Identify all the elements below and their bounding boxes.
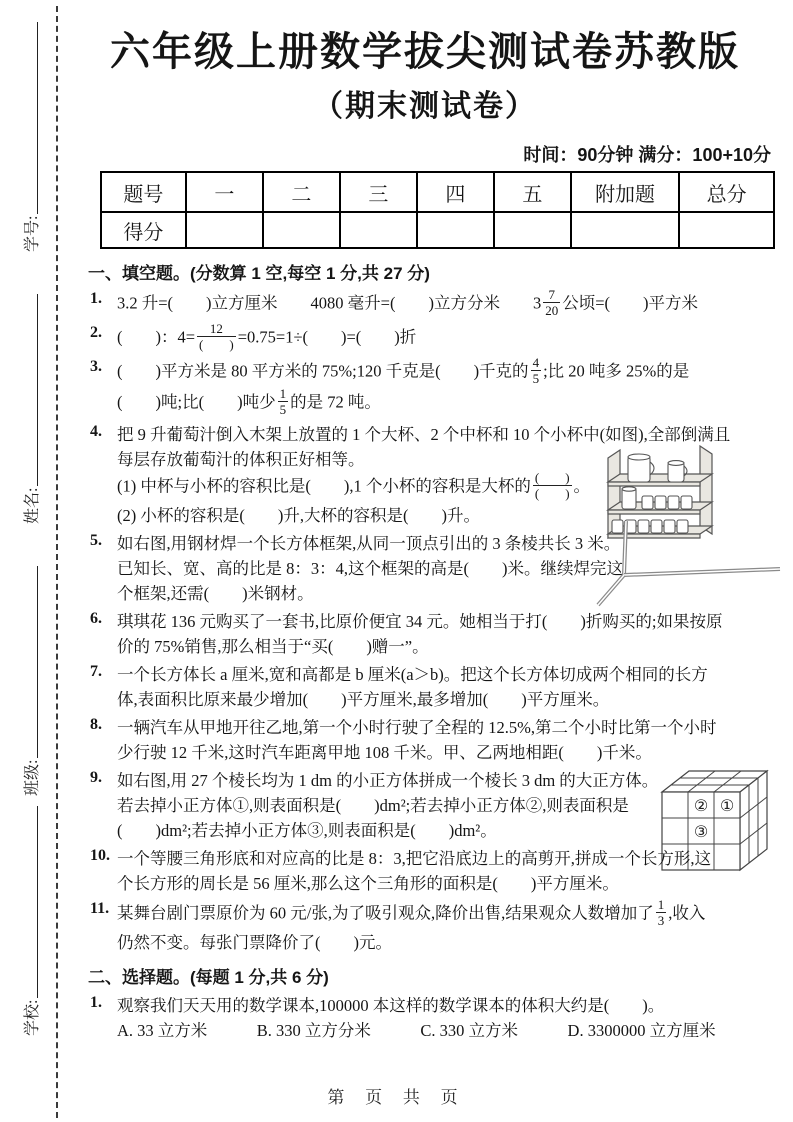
score-blank-cell <box>263 212 340 248</box>
question <box>90 357 775 419</box>
question <box>90 899 775 955</box>
question-line: 个框架,还需( )米钢材。 <box>117 584 314 603</box>
main-content <box>75 0 775 1046</box>
question-line: 某舞台剧门票原价为 60 元/张,为了吸引观众,降价出售,结果观众人数增加了 $\frac{1}{3}$ ,收入 <box>117 897 706 928</box>
question-line: 价的 75%销售,那么相当于“买( )赠一”。 <box>117 637 429 656</box>
score-blank-cell <box>571 212 679 248</box>
question-line: (1) 中杯与小杯的容积比是( ),1 个小杯的容积是大杯的 $\frac{( )}{( )}$ 。 <box>117 470 591 501</box>
question-line: 一辆汽车从甲地开往乙地,第一个小时行驶了全程的 12.5%,第二个小时比第一个小时 <box>117 718 717 737</box>
fraction: $\frac{12}{( )}$ <box>199 321 234 352</box>
student-name-blank-line <box>23 294 38 486</box>
question-number: 10. <box>90 847 110 864</box>
page-footer: 第 页 共 页 <box>327 1088 466 1107</box>
question-number: 1. <box>90 290 102 307</box>
question-line: 琪琪花 136 元购买了一套书,比原价便宜 34 元。她相当于打( )折购买的;如果按原 <box>117 612 723 631</box>
question-line: 个长方形的周长是 56 厘米,那么这个三角形的面积是( )平方厘米。 <box>117 874 619 893</box>
score-header-cell: 二 <box>263 172 340 212</box>
page-title: 六年级上册数学拔尖测试卷苏教版 <box>110 30 740 74</box>
fraction: $\frac{( )}{( )}$ <box>534 470 570 501</box>
question-line: 3.2 升=( )立方厘米 4080 毫升=( )立方分米 3 $\frac{7}{20}$ 公顷=( )平方米 <box>117 287 699 318</box>
school-blank-line <box>23 806 38 998</box>
question-line: 每层存放葡萄汁的体积正好相等。 <box>117 450 365 469</box>
score-blank-cell <box>340 212 417 248</box>
question <box>90 662 775 712</box>
section-heading: 一、填空题。(分数算 1 空,每空 1 分,共 27 分) <box>88 264 430 283</box>
question-number: 1. <box>90 994 102 1011</box>
score-table <box>100 171 775 249</box>
question-sections <box>88 259 775 1043</box>
question-line: 已知长、宽、高的比是 8：3：4,这个框架的高是( )米。继续焊完这 <box>117 559 623 578</box>
score-blank-cell <box>679 212 774 248</box>
class-label: 班级: <box>23 759 41 796</box>
question <box>90 609 775 659</box>
score-blank-cell <box>494 212 571 248</box>
score-row-label: 得分 <box>101 212 186 248</box>
question-line: ( )：4= $\frac{12}{( )}$ =0.75=1÷( )=( )折 <box>117 321 417 352</box>
question-number: 2. <box>90 324 102 341</box>
question-number: 9. <box>90 769 102 786</box>
question <box>90 323 775 354</box>
class-field <box>12 566 48 796</box>
question-line: 一个长方体长 a 厘米,宽和高都是 b 厘米(a＞b)。把这个长方体切成两个相同的长方 <box>117 665 708 684</box>
question <box>90 289 775 320</box>
student-name-label: 姓名: <box>23 487 41 524</box>
score-header-cell: 总分 <box>679 172 774 212</box>
question-line: 仍然不变。每张门票降价了( )元。 <box>117 933 392 952</box>
binding-dashed-line <box>56 6 58 1118</box>
score-blank-cell <box>417 212 494 248</box>
question-line: 若去掉小正方体①,则表面积是( )dm²;若去掉小正方体②,则表面积是 <box>117 796 629 815</box>
cube-label-1: ① <box>719 796 735 815</box>
question <box>90 715 775 765</box>
section-heading: 二、选择题。(每题 1 分,共 6 分) <box>88 968 329 987</box>
score-header-cell: 题号 <box>101 172 186 212</box>
score-header-cell: 四 <box>417 172 494 212</box>
time-score-info: 时间：90分钟 满分：100+10分 <box>523 145 771 165</box>
question-line: 如右图,用钢材焊一个长方体框架,从同一顶点引出的 3 条棱共长 3 米。 <box>117 534 621 553</box>
question-line: A. 33 立方米 B. 330 立方分米 C. 330 立方米 D. 3300000 立方厘米 <box>117 1021 716 1040</box>
school-label: 学校: <box>23 999 41 1036</box>
question-line: ( )平方米是 80 平方米的 75%;120 千克是( )千克的 $\frac{4}{5}$ ;比 20 吨多 25%的是 <box>117 355 690 386</box>
score-header-cell: 三 <box>340 172 417 212</box>
question-number: 4. <box>90 423 102 440</box>
fraction: $\frac{1}{5}$ <box>279 386 287 417</box>
question-number: 7. <box>90 663 102 680</box>
fraction: $\frac{4}{5}$ <box>532 355 540 386</box>
cube-label-3: ③ <box>693 822 709 841</box>
question <box>90 846 775 896</box>
question-number: 11. <box>90 900 110 917</box>
cube-label-2: ② <box>693 796 709 815</box>
student-id-blank-line <box>23 22 38 214</box>
score-table-score-row <box>101 212 774 248</box>
frame-edges-figure <box>590 511 785 611</box>
page-subtitle: （期末测试卷） <box>313 90 537 123</box>
student-id-field <box>12 22 48 252</box>
question-line: 体,表面积比原来最少增加( )平方厘米,最多增加( )平方厘米。 <box>117 690 610 709</box>
score-header-cell: 一 <box>186 172 263 212</box>
question-number: 8. <box>90 716 102 733</box>
score-header-cell: 附加题 <box>571 172 679 212</box>
question <box>90 531 775 606</box>
student-name-field <box>12 294 48 524</box>
class-blank-line <box>23 566 38 758</box>
question-line: 一个等腰三角形底和对应高的比是 8：3,把它沿底边上的高剪开,拼成一个长方形,这 <box>117 849 711 868</box>
question <box>90 768 775 843</box>
question-line: 少行驶 12 千米,这时汽车距离甲地 108 千米。甲、乙两地相距( )千米。 <box>117 743 652 762</box>
question-number: 5. <box>90 532 102 549</box>
student-id-label: 学号: <box>23 215 41 252</box>
score-table-header-row <box>101 172 774 212</box>
fraction: $\frac{1}{3}$ <box>657 897 665 928</box>
score-header-cell: 五 <box>494 172 571 212</box>
question-line: 把 9 升葡萄汁倒入木架上放置的 1 个大杯、2 个中杯和 10 个小杯中(如图),全部倒满且 <box>117 425 731 444</box>
question-line: 观察我们天天用的数学课本,100000 本这样的数学课本的体积大约是( )。 <box>117 996 665 1015</box>
question-line: ( )dm²;若去掉小正方体③,则表面积是( )dm²。 <box>117 821 497 840</box>
score-blank-cell <box>186 212 263 248</box>
question-line: (2) 小杯的容积是( )升,大杯的容积是( )升。 <box>117 506 480 525</box>
fraction: $\frac{7}{20}$ <box>545 287 559 318</box>
school-field <box>12 806 48 1036</box>
question <box>90 993 775 1043</box>
question-number: 3. <box>90 358 102 375</box>
question-line: ( )吨;比( )吨少 $\frac{1}{5}$ 的是 72 吨。 <box>117 386 381 417</box>
question-number: 6. <box>90 610 102 627</box>
question-line: 如右图,用 27 个棱长均为 1 dm 的小正方体拼成一个棱长 3 dm 的大正方体。 <box>117 771 659 790</box>
